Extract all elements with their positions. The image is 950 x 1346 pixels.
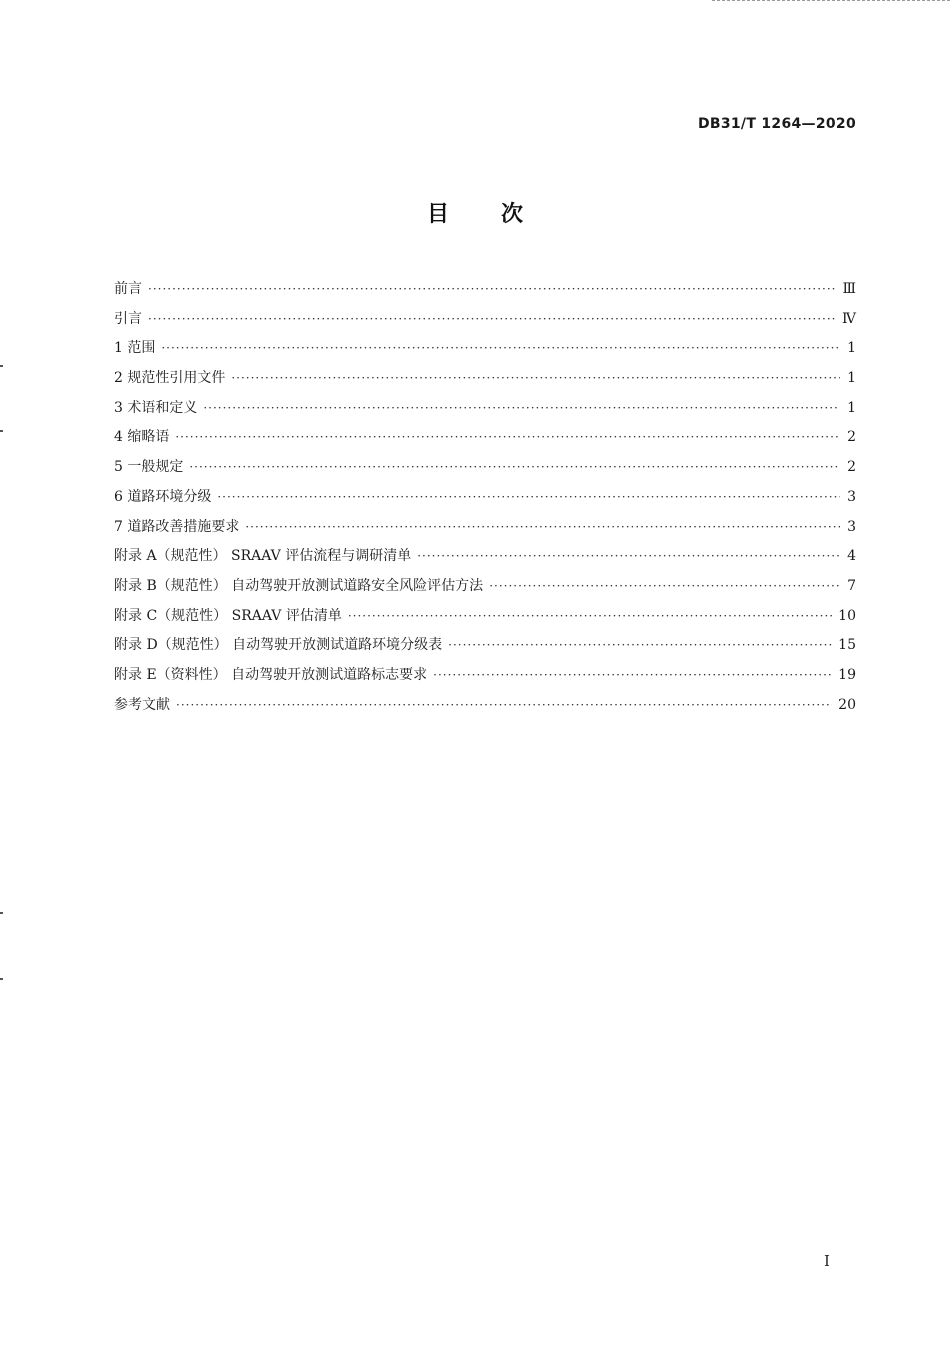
toc-leader-dots [245,513,840,543]
toc-entry-label: 2 规范性引用文件 [114,370,226,387]
toc-entry-page: 1 [847,370,856,387]
toc-entry-label: 引言 [114,310,142,327]
toc-entry-page: 7 [847,577,856,594]
toc-entry-label: 3 术语和定义 [114,399,198,416]
toc-entry[interactable] [114,364,856,394]
toc-entry-page: Ⅳ [842,310,856,327]
toc-leader-dots [217,483,840,513]
toc-entry-label: 5 一般规定 [114,459,184,476]
toc-entry-page: 19 [838,666,856,683]
margin-mark [0,912,3,914]
toc-entry-label: 7 道路改善措施要求 [114,518,240,535]
toc-entry[interactable] [114,572,856,602]
toc-entry[interactable] [114,631,856,661]
margin-mark [0,430,3,432]
toc-entry[interactable] [114,423,856,453]
toc-entry-page: 1 [847,340,856,357]
margin-mark [0,978,3,980]
toc-entry-label: 附录 D（规范性） 自动驾驶开放测试道路环境分级表 [114,637,443,654]
toc-entry[interactable] [114,691,856,721]
toc-title: 目次 [426,202,575,227]
toc-entry-label: 附录 E（资料性） 自动驾驶开放测试道路标志要求 [114,666,428,683]
toc-leader-dots [189,453,840,483]
toc-leader-dots [175,423,840,453]
toc-entry-page: 2 [847,429,856,446]
toc-leader-dots [148,305,836,335]
toc-entry-page: 4 [847,548,856,565]
toc-entry-label: 前言 [114,281,142,297]
toc-entry-page: Ⅲ [842,281,856,297]
page-number: I [824,1252,830,1270]
toc-leader-dots [161,334,840,364]
toc-leader-dots [433,661,832,691]
document-code: DB31/T 1264—2020 [697,116,856,132]
toc-list [114,275,856,720]
toc-entry-label: 4 缩略语 [114,429,170,446]
toc-entry-label: 6 道路环境分级 [114,488,212,505]
toc-leader-dots [448,631,832,661]
toc-entry-page: 3 [847,488,856,505]
toc-entry-page: 2 [847,459,856,476]
toc-entry[interactable] [114,661,856,691]
toc-entry[interactable] [114,602,856,632]
toc-entry[interactable] [114,483,856,513]
toc-leader-dots [489,572,840,602]
toc-leader-dots [148,275,836,305]
toc-entry-page: 10 [838,607,856,624]
toc-entry-label: 附录 B（规范性） 自动驾驶开放测试道路安全风险评估方法 [114,577,484,594]
toc-entry[interactable] [114,453,856,483]
toc-leader-dots [417,542,840,572]
toc-entry[interactable] [114,542,856,572]
toc-leader-dots [231,364,840,394]
toc-entry[interactable] [114,305,856,335]
toc-entry[interactable] [114,334,856,364]
toc-entry-page: 3 [847,518,856,535]
toc-leader-dots [348,602,832,632]
toc-leader-dots [176,691,832,721]
toc-entry-page: 20 [838,696,856,713]
toc-leader-dots [203,394,840,424]
toc-entry-label: 附录 A（规范性） SRAAV 评估流程与调研清单 [114,548,412,565]
toc-entry[interactable] [114,394,856,424]
toc-entry[interactable] [114,513,856,543]
toc-entry-label: 1 范围 [114,340,156,357]
toc-entry-page: 15 [838,637,856,654]
toc-entry-label: 附录 C（规范性） SRAAV 评估清单 [114,607,342,624]
toc-entry[interactable] [114,275,856,305]
toc-entry-label: 参考文献 [114,696,170,713]
margin-mark [0,365,3,367]
toc-entry-page: 1 [847,399,856,416]
scan-edge-line [712,0,950,3]
